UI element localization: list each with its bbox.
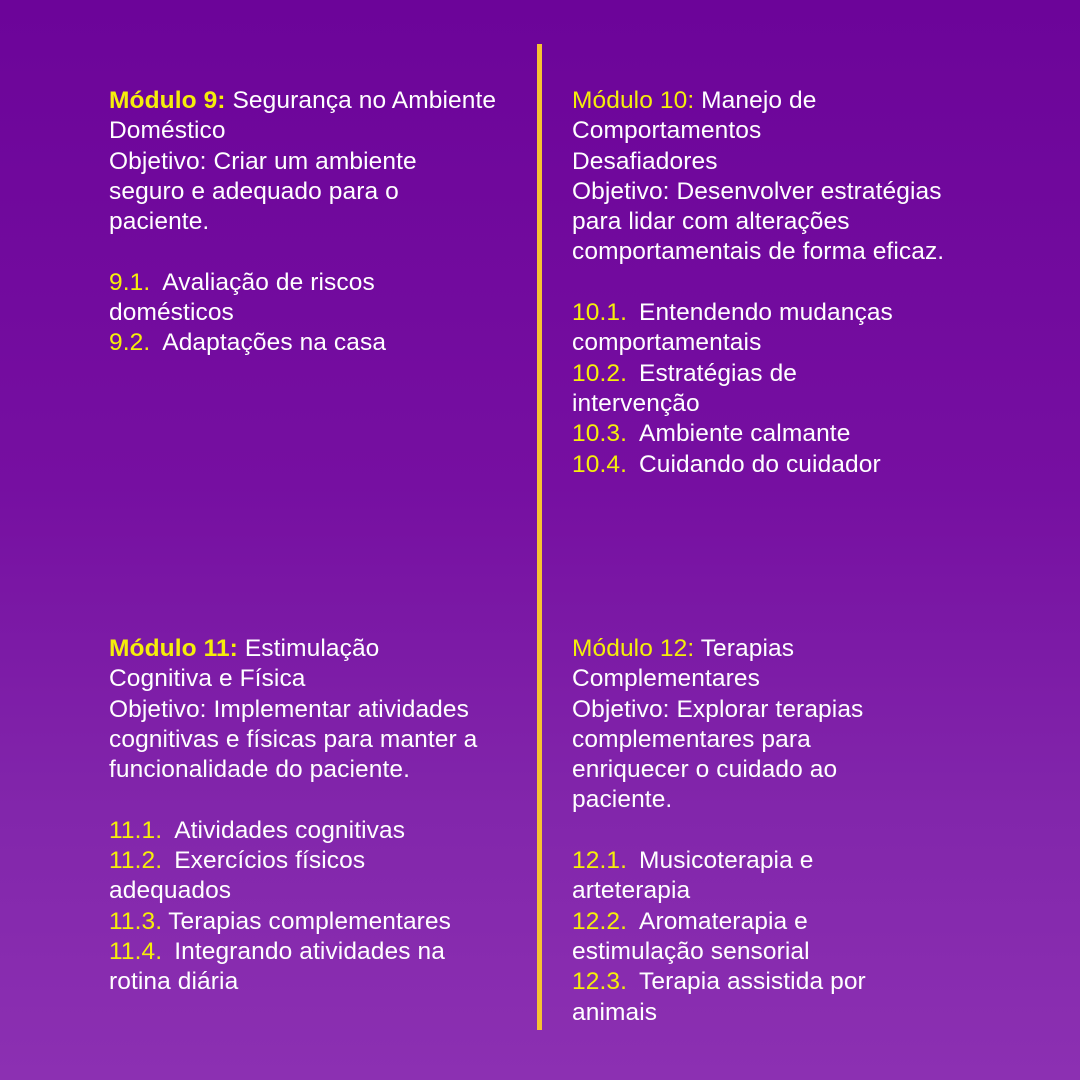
lesson-item — [109, 907, 509, 937]
lesson-text: Integrando atividades na rotina diária — [109, 937, 445, 996]
lesson-text: Terapias complementares — [168, 907, 452, 935]
module-9-card — [109, 86, 509, 359]
lesson-text: Exercícios físicos adequados — [109, 847, 366, 905]
lesson-number: 12.2. — [572, 907, 627, 935]
lesson-list — [572, 298, 942, 480]
lesson-list — [572, 846, 922, 1028]
lesson-text: Musicoterapia e arteterapia — [572, 847, 814, 905]
module-heading — [572, 634, 842, 695]
lesson-item — [109, 846, 409, 907]
module-objective: Objetivo: Criar um ambiente seguro e adequado para o paciente. — [109, 147, 417, 236]
lesson-text: Avaliação de riscos domésticos — [109, 268, 375, 327]
lesson-text: Estratégias de intervenção — [572, 359, 798, 417]
module-label: Módulo 11: — [109, 635, 238, 662]
lesson-text: Aromaterapia e estimulação sensorial — [572, 907, 810, 965]
lesson-number: 10.1. — [572, 299, 627, 327]
lesson-item — [572, 419, 942, 449]
lesson-list — [109, 268, 439, 359]
lesson-number: 9.2. — [109, 329, 151, 357]
lesson-text: Entendendo mudanças comportamentais — [572, 299, 893, 357]
module-heading — [572, 86, 832, 177]
module-objective: Objetivo: Explorar terapias complementares para enriquecer o cuidado ao paciente. — [572, 695, 864, 814]
lesson-number: 11.2. — [109, 847, 163, 875]
lesson-number: 12.3. — [572, 968, 627, 996]
lesson-number: 10.2. — [572, 359, 627, 387]
lesson-item — [572, 450, 942, 480]
module-objective: Objetivo: Implementar atividades cognitivas e físicas para manter a funcionalidade do paciente. — [109, 695, 478, 784]
lesson-number: 11.1. — [109, 816, 163, 844]
lesson-text: Terapia assistida por animais — [572, 968, 866, 1026]
lesson-number: 9.1. — [109, 268, 151, 296]
vertical-divider — [537, 44, 542, 1030]
lesson-item — [572, 967, 917, 1028]
lesson-item — [572, 298, 942, 359]
module-heading — [109, 634, 419, 695]
lesson-text: Adaptações na casa — [162, 329, 387, 357]
module-title: Segurança no Ambiente Doméstico — [109, 87, 497, 145]
lesson-text: Ambiente calmante — [639, 420, 851, 448]
lesson-item — [109, 328, 439, 358]
lesson-number: 10.4. — [572, 450, 627, 478]
module-label: Módulo 9: — [109, 87, 226, 114]
module-title: Manejo de Comportamentos Desafiadores — [572, 87, 817, 175]
module-11-card — [109, 634, 509, 998]
lesson-item — [109, 937, 504, 998]
lesson-text: Cuidando do cuidador — [639, 450, 881, 478]
lesson-item — [572, 846, 852, 907]
lesson-text: Atividades cognitivas — [174, 816, 406, 844]
module-label: Módulo 12: — [572, 635, 695, 662]
module-title: Terapias Complementares — [572, 635, 795, 693]
lesson-list — [109, 816, 509, 998]
module-heading — [109, 86, 509, 147]
lesson-number: 12.1. — [572, 847, 627, 875]
module-title: Estimulação Cognitiva e Física — [109, 635, 380, 693]
module-10-card — [572, 86, 972, 480]
lesson-number: 11.3. — [109, 907, 163, 935]
module-12-card — [572, 634, 972, 1028]
lesson-item — [109, 268, 439, 329]
lesson-item — [572, 907, 862, 968]
module-objective: Objetivo: Desenvolver estratégias para lidar com alterações comportamentais de forma eficaz. — [572, 177, 945, 266]
lesson-item — [109, 816, 509, 846]
lesson-number: 11.4. — [109, 937, 163, 965]
lesson-item — [572, 359, 832, 420]
module-label: Módulo 10: — [572, 87, 695, 114]
lesson-number: 10.3. — [572, 420, 627, 448]
